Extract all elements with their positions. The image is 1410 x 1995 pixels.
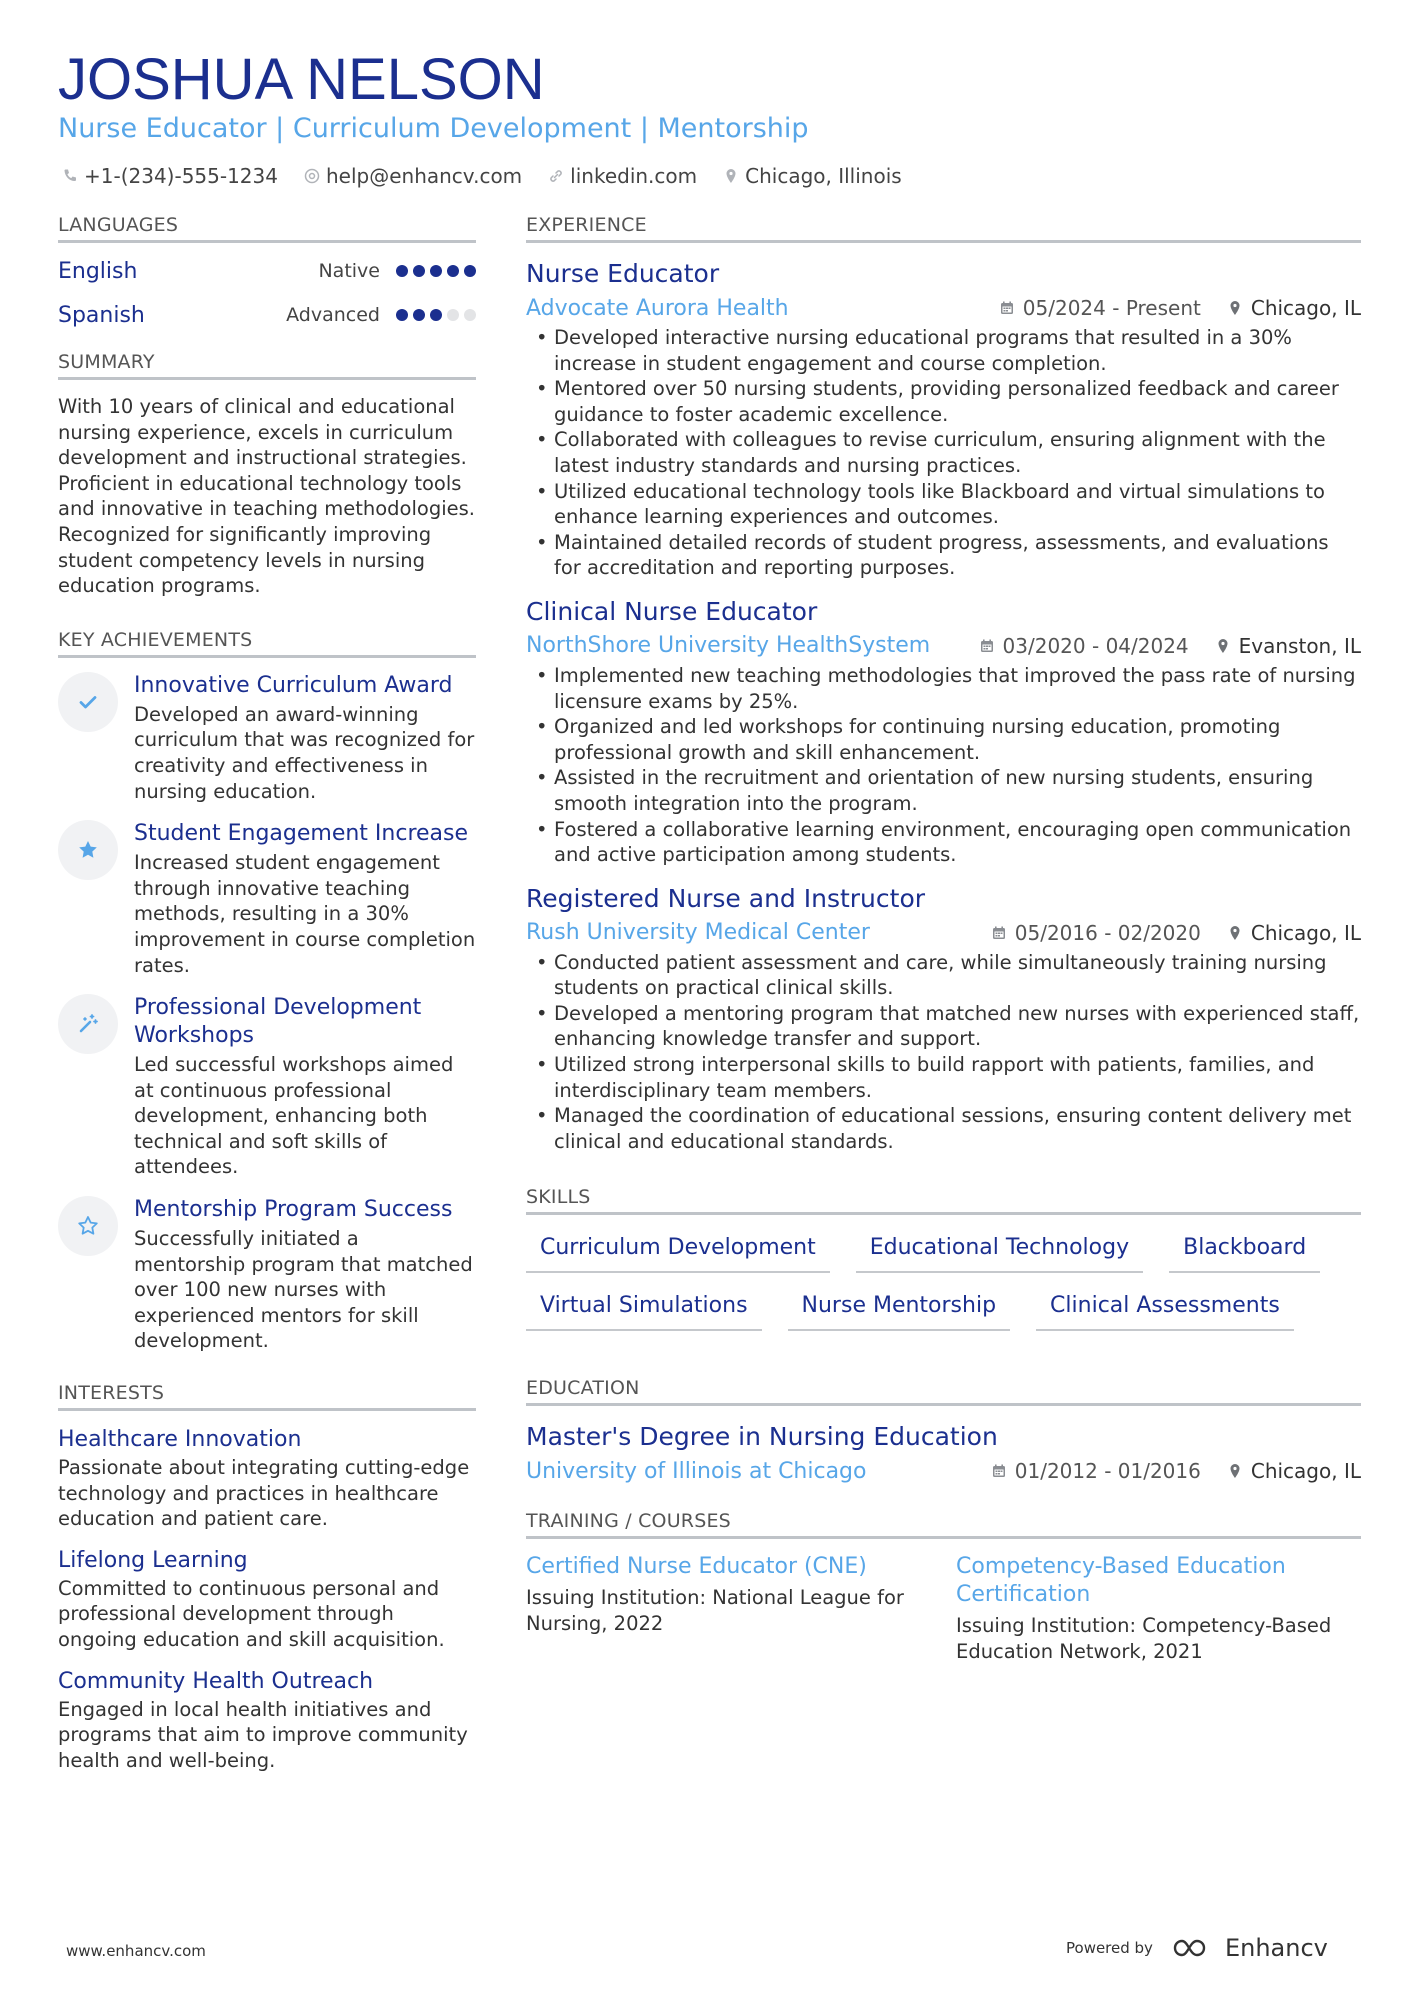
job-bullet: • Maintained detailed records of student progress, assessments, and evaluations for accreditation and reporting purposes.	[526, 530, 1361, 581]
interests-heading: INTERESTS	[58, 1380, 476, 1411]
training-title: Certified Nurse Educator (CNE)	[526, 1554, 867, 1580]
powered-by-label: Powered by	[1066, 1939, 1153, 1957]
candidate-name: JOSHUA NELSON	[58, 47, 545, 112]
education-school: University of Illinois at Chicago	[526, 1458, 867, 1484]
experience-heading: EXPERIENCE	[526, 212, 1361, 243]
achievement-title: Mentorship Program Success	[134, 1197, 453, 1223]
job-bullet: • Collaborated with colleagues to revise curriculum, ensuring alignment with the latest industry standards and nursing practices.	[526, 427, 1361, 478]
achievement-description: Successfully initiated a mentorship program that matched over 100 new nurses with experienced mentors for skill development.	[134, 1227, 473, 1353]
calendar-icon	[999, 300, 1015, 316]
enhancv-logo-icon	[1171, 1936, 1217, 1960]
proficiency-dot	[396, 309, 408, 321]
interest-description: Committed to continuous personal and professional development through ongoing education and skill acquisition.	[58, 1576, 445, 1651]
skill-tag: Virtual Simulations	[526, 1285, 762, 1331]
interest-description: Passionate about integrating cutting-edge technology and practices in healthcare education and patient care.	[58, 1456, 470, 1531]
skill-tag: Nurse Mentorship	[788, 1285, 1011, 1331]
interest-title: Healthcare Innovation	[58, 1427, 302, 1453]
education-meta	[526, 1454, 1361, 1488]
education-location	[1227, 1459, 1361, 1483]
link-icon	[548, 168, 564, 184]
summary-heading: SUMMARY	[58, 349, 476, 380]
candidate-tagline: Nurse Educator | Curriculum Development | Mentorship	[58, 113, 809, 144]
check-icon	[76, 690, 100, 714]
job-location	[1227, 296, 1361, 320]
summary-text: With 10 years of clinical and educational nursing experience, excels in curriculum development and instructional strategies. Proficient in educational technology tools and innovative in teaching methodologies. Recognized for significantly improving student competency levels in nursing education programs.	[58, 395, 475, 598]
footer-branding	[1066, 1934, 1328, 1962]
job-bullets	[526, 325, 1361, 581]
job-title: Nurse Educator	[526, 259, 720, 288]
job-bullet: • Organized and led workshops for continuing nursing education, promoting professional growth and skill enhancement.	[526, 714, 1361, 765]
location-text: Chicago, Illinois	[745, 164, 902, 188]
job-dates-text: 03/2020 - 04/2024	[1002, 633, 1189, 658]
language-proficiency-dots	[396, 265, 476, 277]
interest-title: Lifelong Learning	[58, 1547, 248, 1573]
achievement-icon-badge	[58, 672, 118, 732]
interest-title: Community Health Outreach	[58, 1668, 374, 1694]
job-bullet: • Managed the coordination of educational sessions, ensuring content delivery met clinical and educational standards.	[526, 1103, 1361, 1154]
star-outline-icon	[76, 1214, 100, 1238]
job-company: NorthShore University HealthSystem	[526, 633, 931, 659]
location-pin-icon	[1227, 925, 1243, 941]
achievement-title: Innovative Curriculum Award	[134, 672, 453, 698]
education-location-text: Chicago, IL	[1250, 1459, 1361, 1484]
interest-description: Engaged in local health initiatives and programs that aim to improve community health and well-being.	[58, 1697, 468, 1772]
job-bullet: • Fostered a collaborative learning environment, encouraging open communication and active participation among students.	[526, 817, 1361, 868]
skill-tag: Educational Technology	[856, 1227, 1143, 1273]
achievement-icon-badge	[58, 994, 118, 1054]
job-entry	[526, 257, 1361, 581]
achievement-title: Professional Development Workshops	[134, 995, 422, 1049]
location-pin-icon	[1227, 300, 1243, 316]
language-row	[58, 249, 476, 293]
proficiency-dot	[430, 265, 442, 277]
achievements-heading: KEY ACHIEVEMENTS	[58, 627, 476, 658]
calendar-icon	[991, 1463, 1007, 1479]
job-bullet: • Developed interactive nursing educational programs that resulted in a 30% increase in student engagement and course completion.	[526, 325, 1361, 376]
linkedin-text: linkedin.com	[570, 164, 698, 188]
job-entry	[526, 595, 1361, 868]
job-dates	[979, 634, 1189, 658]
achievement-description: Increased student engagement through innovative teaching methods, resulting in a 30% improvement in course completion rates.	[134, 851, 476, 977]
location-pin-icon	[1215, 638, 1231, 654]
education-dates-text: 01/2012 - 01/2016	[1014, 1459, 1201, 1484]
achievement-icon-badge	[58, 1196, 118, 1256]
proficiency-dot	[396, 265, 408, 277]
interest-item	[58, 1667, 476, 1774]
skills-list	[526, 1227, 1361, 1331]
job-company: Advocate Aurora Health	[526, 295, 789, 321]
job-bullet: • Utilized educational technology tools like Blackboard and virtual simulations to enhance learning experiences and outcomes.	[526, 479, 1361, 530]
achievement-item	[58, 1196, 476, 1354]
training-heading: TRAINING / COURSES	[526, 1508, 1361, 1539]
achievement-title: Student Engagement Increase	[134, 821, 469, 847]
proficiency-dot	[464, 309, 476, 321]
job-meta	[526, 629, 1361, 663]
footer-website[interactable]: www.enhancv.com	[66, 1942, 206, 1960]
achievement-description: Led successful workshops aimed at continuous professional development, enhancing both technical and soft skills of attendees.	[134, 1053, 454, 1179]
training-list	[526, 1553, 1361, 1664]
skill-tag: Clinical Assessments	[1036, 1285, 1294, 1331]
interest-item	[58, 1425, 476, 1532]
calendar-icon	[979, 638, 995, 654]
job-location-text: Chicago, IL	[1250, 296, 1361, 320]
language-level: Advanced	[286, 304, 380, 326]
job-bullets	[526, 663, 1361, 868]
contact-location	[723, 162, 902, 190]
skill-tag: Blackboard	[1169, 1227, 1320, 1273]
job-dates	[991, 921, 1201, 945]
proficiency-dot	[464, 265, 476, 277]
achievement-item	[58, 994, 476, 1180]
training-title: Competency-Based Education Certification	[956, 1554, 1286, 1608]
job-bullet: • Developed a mentoring program that matched new nurses with experienced staff, enhancing knowledge transfer and support.	[526, 1001, 1361, 1052]
phone-icon	[62, 168, 78, 184]
job-meta	[526, 916, 1361, 950]
skills-heading: SKILLS	[526, 1184, 1361, 1215]
achievement-description: Developed an award-winning curriculum that was recognized for creativity and effectiveness in nursing education.	[134, 702, 475, 803]
left-column	[58, 212, 476, 1773]
contact-email[interactable]	[304, 162, 522, 190]
job-bullet: • Assisted in the recruitment and orientation of new nursing students, ensuring smooth integration into the program.	[526, 765, 1361, 816]
job-bullet: • Utilized strong interpersonal skills to build rapport with patients, families, and interdisciplinary team members.	[526, 1052, 1361, 1103]
job-bullets	[526, 950, 1361, 1155]
training-item	[956, 1553, 1361, 1664]
job-company: Rush University Medical Center	[526, 920, 870, 946]
brand-logo[interactable]	[1171, 1934, 1328, 1962]
training-description: Issuing Institution: National League for Nursing, 2022	[526, 1586, 904, 1636]
contact-linkedin[interactable]	[548, 162, 697, 190]
location-pin-icon	[723, 168, 739, 184]
job-location-text: Evanston, IL	[1238, 633, 1361, 658]
proficiency-dot	[413, 309, 425, 321]
training-description: Issuing Institution: Competency-Based Education Network, 2021	[956, 1614, 1332, 1664]
job-bullet: • Implemented new teaching methodologies that improved the pass rate of nursing licensure exams by 25%.	[526, 663, 1361, 714]
interest-item	[58, 1546, 476, 1653]
job-location-text: Chicago, IL	[1250, 920, 1361, 945]
phone-text: +1-(234)-555-1234	[84, 164, 278, 188]
language-name: English	[58, 258, 138, 284]
education-degree: Master's Degree in Nursing Education	[526, 1422, 998, 1452]
job-title: Registered Nurse and Instructor	[526, 883, 926, 913]
languages-heading: LANGUAGES	[58, 212, 476, 243]
achievement-item	[58, 820, 476, 978]
contact-bar	[62, 162, 902, 190]
job-location	[1227, 921, 1361, 945]
proficiency-dot	[413, 265, 425, 277]
languages-list	[58, 249, 476, 337]
job-dates-text: 05/2024 - Present	[1022, 296, 1201, 320]
achievement-icon-badge	[58, 820, 118, 880]
language-proficiency-dots	[396, 309, 476, 321]
skill-tag: Curriculum Development	[526, 1227, 830, 1273]
job-title: Clinical Nurse Educator	[526, 596, 818, 626]
language-level: Native	[318, 260, 380, 282]
contact-phone	[62, 162, 278, 190]
job-bullet: • Mentored over 50 nursing students, providing personalized feedback and career guidance to foster academic excellence.	[526, 376, 1361, 427]
proficiency-dot	[430, 309, 442, 321]
star-filled-icon	[76, 838, 100, 862]
job-entry	[526, 882, 1361, 1155]
education-heading: EDUCATION	[526, 1375, 1361, 1406]
at-icon	[304, 168, 320, 184]
job-bullet: • Conducted patient assessment and care, while simultaneously training nursing students on practical clinical skills.	[526, 950, 1361, 1001]
location-pin-icon	[1227, 1463, 1243, 1479]
proficiency-dot	[447, 309, 459, 321]
email-text: help@enhancv.com	[325, 164, 523, 188]
achievement-item	[58, 672, 476, 804]
education-dates	[991, 1459, 1201, 1483]
job-dates	[999, 296, 1201, 320]
job-meta	[526, 291, 1361, 325]
proficiency-dot	[447, 265, 459, 277]
training-item	[526, 1553, 956, 1664]
job-location	[1215, 634, 1361, 658]
language-row	[58, 293, 476, 337]
calendar-icon	[991, 925, 1007, 941]
job-dates-text: 05/2016 - 02/2020	[1014, 920, 1201, 945]
right-column	[526, 212, 1361, 1665]
language-name: Spanish	[58, 302, 145, 328]
education-entry	[526, 1420, 1361, 1488]
wand-icon	[76, 1012, 100, 1036]
brand-name: Enhancv	[1224, 1934, 1328, 1962]
